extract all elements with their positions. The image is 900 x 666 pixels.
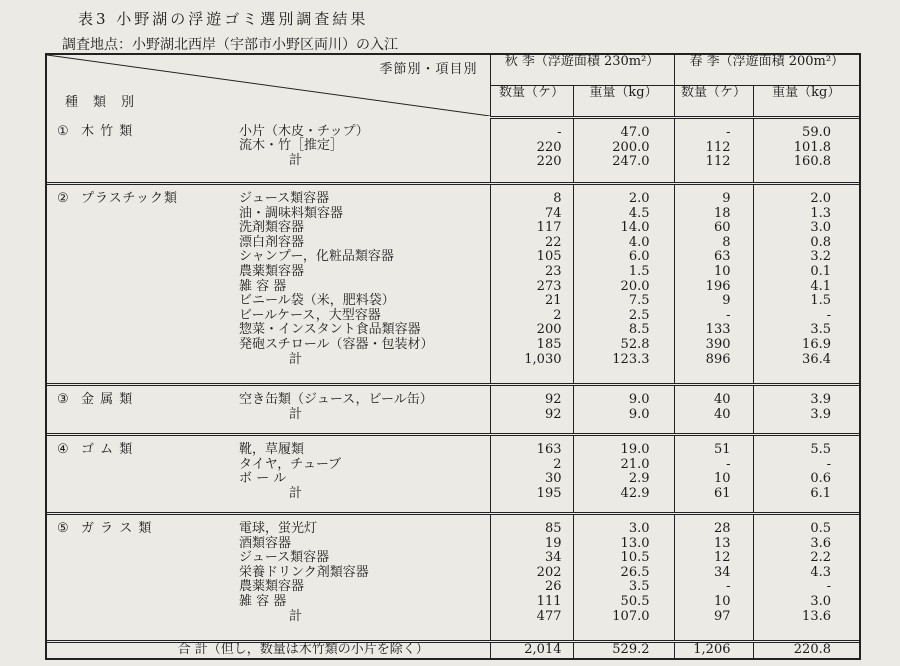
item-name: ジュース類容器 <box>239 191 330 206</box>
autumn-weight-value: 3.0 <box>628 521 650 536</box>
category-cell <box>47 118 215 184</box>
spring-count-value: 51 <box>713 442 731 457</box>
category-name: 木 竹 類 <box>81 123 134 139</box>
autumn-weight-value: 1.5 <box>628 263 650 279</box>
category-number: ③ <box>57 392 69 407</box>
item-name: 雑 容 器 <box>239 593 287 609</box>
autumn-weight-value: 8.5 <box>628 322 650 338</box>
spring-weight-column <box>753 184 859 385</box>
spring-count-value: 18 <box>713 205 731 221</box>
spring-weight-value: 6.1 <box>810 485 831 501</box>
autumn-weight-value: 14.0 <box>620 220 650 236</box>
item-name: タイヤ，チューブ <box>239 456 342 472</box>
category-row <box>47 385 859 435</box>
subtotal-label: 計 <box>289 351 303 367</box>
item-name: 漂白剤容器 <box>239 234 305 250</box>
category-name: ガ ラ ス 類 <box>81 521 153 536</box>
spring-weight-value: 2.0 <box>810 191 831 206</box>
spring-weight-column <box>753 118 859 184</box>
spring-weight-value: 160.8 <box>793 154 831 170</box>
item-name: 空き缶類（ジュース，ビール缶） <box>239 392 433 407</box>
subtotal-label: 計 <box>289 152 303 168</box>
spring-count-value: 9 <box>722 293 731 309</box>
autumn-count-value: 21 <box>544 293 562 309</box>
spring-weight-value: 1.5 <box>810 293 831 309</box>
item-name: ビニール袋（米，肥料袋） <box>239 293 395 309</box>
autumn-count-value: 34 <box>544 550 562 566</box>
spring-count-value: - <box>726 456 731 472</box>
autumn-header: 秋 季（浮遊面積 230m²） <box>490 55 674 86</box>
autumn-weight-value: 9.0 <box>628 406 650 422</box>
spring-count-column <box>674 118 753 184</box>
item-name: ビールケース，大型容器 <box>239 307 381 323</box>
grand-total-row <box>47 642 859 658</box>
autumn-weight-value: 21.0 <box>620 456 650 472</box>
autumn-count-header: 数量（ケ） <box>490 86 573 118</box>
spring-count-value: 8 <box>722 234 731 250</box>
autumn-count-column <box>490 435 573 514</box>
autumn-weight-value: 7.5 <box>628 293 650 309</box>
autumn-weight-value: 19.0 <box>620 442 650 457</box>
autumn-count-value: - <box>557 125 562 140</box>
autumn-count-value: 117 <box>536 220 562 236</box>
spring-count-column <box>674 435 753 514</box>
category-cell <box>47 385 215 435</box>
autumn-count-value: 2 <box>553 307 562 323</box>
item-name: 農薬類容器 <box>239 263 305 279</box>
category-name: 金 属 類 <box>81 392 134 407</box>
autumn-count-value: 105 <box>536 249 562 265</box>
spring-count-value: 28 <box>713 521 731 536</box>
autumn-weight-value: 2.5 <box>628 307 650 323</box>
autumn-weight-value: 123.3 <box>612 351 650 367</box>
autumn-count-value: 220 <box>536 139 562 155</box>
item-name: 電球，蛍光灯 <box>239 521 318 536</box>
autumn-count-value: 74 <box>544 205 562 221</box>
autumn-count-value: 1,030 <box>524 351 562 367</box>
category-number: ② <box>57 191 69 206</box>
spring-count-value: 390 <box>705 336 731 352</box>
autumn-weight-value: 6.0 <box>628 249 650 265</box>
spring-count-value: - <box>726 307 731 323</box>
category-cell <box>47 184 215 385</box>
autumn-count-value: 92 <box>544 406 562 422</box>
autumn-count-value: 19 <box>544 535 562 551</box>
autumn-count-value: 273 <box>536 278 562 294</box>
item-name: 雑 容 器 <box>239 278 287 294</box>
spring-count-value: 97 <box>713 608 731 624</box>
autumn-count-value: 92 <box>544 392 562 407</box>
item-name: 惣菜・インスタント食品類容器 <box>239 322 421 338</box>
item-name: 小片（木皮・チップ） <box>239 123 369 139</box>
item-name: ジュース類容器 <box>239 550 330 566</box>
autumn-count-value: 477 <box>536 608 562 624</box>
autumn-count-value: 200 <box>536 322 562 338</box>
autumn-count-value: 8 <box>553 191 562 206</box>
autumn-weight-column <box>573 514 674 642</box>
autumn-count-value: 30 <box>544 471 562 487</box>
spring-count-column <box>674 184 753 385</box>
item-name: 農薬類容器 <box>239 579 305 595</box>
category-number: ⑤ <box>57 521 69 536</box>
spring-count-value: 10 <box>713 263 731 279</box>
autumn-count-column <box>490 184 573 385</box>
autumn-count-value: 23 <box>544 263 562 279</box>
spring-weight-value: 3.9 <box>810 406 831 422</box>
spring-count-value: 10 <box>713 471 731 487</box>
autumn-weight-value: 107.0 <box>612 608 650 624</box>
autumn-count-column <box>490 118 573 184</box>
autumn-count-value: 220 <box>536 154 562 170</box>
spring-count-value: 40 <box>713 406 731 422</box>
item-name: シャンプー，化粧品類容器 <box>239 249 394 265</box>
autumn-count-value: 185 <box>536 336 562 352</box>
spring-weight-value: 3.6 <box>810 535 831 551</box>
autumn-weight-column <box>573 385 674 435</box>
item-list <box>215 118 490 184</box>
spring-weight-value: 101.8 <box>793 139 831 155</box>
spring-count-value: 112 <box>705 139 731 155</box>
grand-total-autumn-weight: 529.2 <box>573 642 674 658</box>
spring-weight-column <box>753 435 859 514</box>
survey-location: 調査地点：小野湖北西岸（宇部市小野区両川）の入江 <box>62 37 398 53</box>
autumn-weight-value: 3.5 <box>628 579 650 595</box>
autumn-weight-value: 200.0 <box>612 139 650 155</box>
grand-total-autumn-count: 2,014 <box>490 642 573 658</box>
item-list <box>215 385 490 435</box>
spring-weight-column <box>753 514 859 642</box>
spring-weight-value: 0.6 <box>810 471 831 487</box>
spring-count-value: 196 <box>705 278 731 294</box>
item-name: 靴，草履類 <box>239 442 305 457</box>
category-number: ① <box>57 123 69 139</box>
spring-weight-value: 16.9 <box>802 336 831 352</box>
spring-weight-column <box>753 385 859 435</box>
autumn-weight-column <box>573 184 674 385</box>
autumn-count-value: 2 <box>553 456 562 472</box>
spring-count-value: 61 <box>713 485 731 501</box>
spring-weight-value: - <box>826 307 831 323</box>
item-name: ボ ー ル <box>239 471 287 487</box>
spring-weight-value: 3.5 <box>810 322 831 338</box>
autumn-count-value: 111 <box>536 593 562 609</box>
subtotal-label: 計 <box>289 406 303 422</box>
spring-weight-value: 36.4 <box>802 351 831 367</box>
autumn-count-value: 163 <box>536 442 562 457</box>
spring-count-value: - <box>726 579 731 595</box>
spring-weight-value: 5.5 <box>810 442 831 457</box>
category-row <box>47 514 859 642</box>
subtotal-label: 計 <box>289 485 303 501</box>
spring-weight-value: 4.1 <box>810 278 831 294</box>
item-name: 栄養ドリンク剤類容器 <box>239 564 369 580</box>
spring-weight-value: - <box>826 456 831 472</box>
autumn-weight-column <box>573 118 674 184</box>
category-row <box>47 118 859 184</box>
spring-count-value: - <box>726 125 731 140</box>
grand-total-label: 合 計（但し，数量は木竹類の小片を除く） <box>177 642 429 657</box>
category-cell <box>47 435 215 514</box>
spring-weight-value: 3.0 <box>810 593 831 609</box>
diagonal-header-cell <box>47 55 490 118</box>
results-table <box>47 55 859 658</box>
spring-weight-value: - <box>826 579 831 595</box>
category-row <box>47 435 859 514</box>
spring-count-value: 9 <box>722 191 731 206</box>
subtotal-label: 計 <box>289 608 303 624</box>
spring-weight-value: 0.5 <box>810 521 831 536</box>
category-number: ④ <box>57 442 69 457</box>
spring-weight-value: 1.3 <box>810 205 831 221</box>
spring-weight-value: 0.1 <box>810 263 831 279</box>
spring-count-value: 12 <box>713 550 731 566</box>
spring-count-value: 112 <box>705 154 731 170</box>
spring-header: 春 季（浮遊面積 200m²） <box>674 55 859 86</box>
autumn-weight-value: 247.0 <box>612 154 650 170</box>
category-row <box>47 184 859 385</box>
category-cell <box>47 514 215 642</box>
autumn-count-column <box>490 385 573 435</box>
autumn-weight-value: 13.0 <box>620 535 650 551</box>
autumn-weight-value: 20.0 <box>620 278 650 294</box>
autumn-weight-column <box>573 435 674 514</box>
spring-count-value: 63 <box>713 249 731 265</box>
autumn-weight-value: 4.5 <box>628 205 650 221</box>
spring-count-header: 数量（ケ） <box>674 86 753 118</box>
grand-total-spring-weight: 220.8 <box>753 642 859 658</box>
autumn-weight-value: 9.0 <box>628 392 650 407</box>
autumn-weight-value: 26.5 <box>620 564 650 580</box>
spring-count-value: 60 <box>713 220 731 236</box>
spring-count-value: 896 <box>705 351 731 367</box>
item-name: 流木・竹［推定］ <box>239 138 344 154</box>
spring-count-value: 34 <box>713 564 731 580</box>
category-name: ゴ ム 類 <box>81 442 134 457</box>
item-name: 発砲スチロール（容器・包装材） <box>239 336 434 352</box>
autumn-count-value: 202 <box>536 564 562 580</box>
spring-weight-header: 重量（kg） <box>753 86 859 118</box>
spring-weight-value: 13.6 <box>802 608 831 624</box>
autumn-weight-value: 47.0 <box>620 125 650 140</box>
spring-weight-value: 2.2 <box>810 550 831 566</box>
spring-weight-value: 0.8 <box>810 234 831 250</box>
autumn-weight-value: 4.0 <box>628 234 650 250</box>
spring-count-value: 10 <box>713 593 731 609</box>
spring-count-value: 133 <box>705 322 731 338</box>
autumn-weight-value: 42.9 <box>620 485 650 501</box>
item-name: 酒類容器 <box>239 535 292 551</box>
season-item-label: 季節別・項目別 <box>379 62 478 77</box>
item-name: 洗剤類容器 <box>239 220 305 236</box>
autumn-count-column <box>490 514 573 642</box>
autumn-count-value: 85 <box>544 521 562 536</box>
item-list <box>215 514 490 642</box>
autumn-weight-header: 重量（kg） <box>573 86 674 118</box>
spring-weight-value: 3.2 <box>810 249 831 265</box>
autumn-weight-value: 2.0 <box>628 191 650 206</box>
spring-count-column <box>674 514 753 642</box>
autumn-weight-value: 50.5 <box>620 593 650 609</box>
autumn-weight-value: 2.9 <box>628 471 650 487</box>
type-label: 種類別 <box>65 94 150 110</box>
item-list <box>215 184 490 385</box>
autumn-count-value: 195 <box>536 485 562 501</box>
category-name: プラスチック類 <box>81 191 178 206</box>
autumn-count-value: 26 <box>544 579 562 595</box>
autumn-count-value: 22 <box>544 234 562 250</box>
spring-count-column <box>674 385 753 435</box>
item-list <box>215 435 490 514</box>
spring-weight-value: 59.0 <box>802 125 831 140</box>
spring-weight-value: 3.9 <box>810 392 831 407</box>
autumn-weight-value: 52.8 <box>620 336 650 352</box>
grand-total-spring-count: 1,206 <box>674 642 753 658</box>
spring-count-value: 40 <box>713 392 731 407</box>
table-title: 表3 小野湖の浮遊ゴミ選別調査結果 <box>78 10 369 28</box>
item-name: 油・調味料類容器 <box>239 205 344 221</box>
spring-count-value: 13 <box>713 535 731 551</box>
spring-weight-value: 4.3 <box>810 564 831 580</box>
spring-weight-value: 3.0 <box>810 220 831 236</box>
autumn-weight-value: 10.5 <box>620 550 650 566</box>
